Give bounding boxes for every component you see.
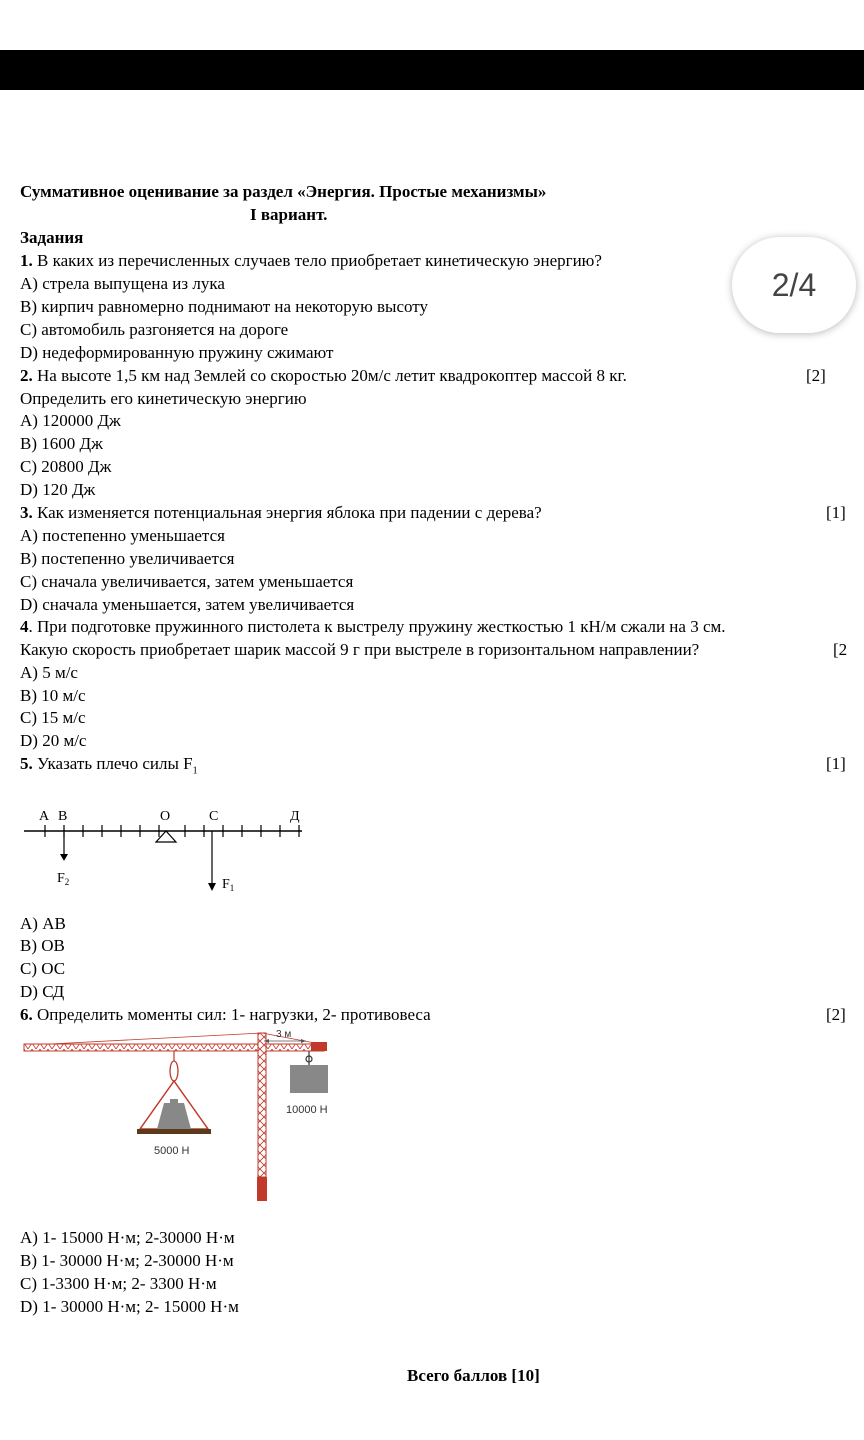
q5-option-a: A) АВ <box>20 914 66 933</box>
question-4: 4. При подготовке пружинного пистолета к выстрелу пружину жесткостью 1 кН/м сжали на 3 см. <box>20 617 726 636</box>
q3-option-a: A) постепенно уменьшается <box>20 526 225 545</box>
q1-option-a: A) стрела выпущена из лука <box>20 274 225 293</box>
q6-option-b: B) 1- 30000 Н·м; 2-30000 Н·м <box>20 1251 234 1270</box>
q2-points: [2] <box>806 366 826 385</box>
q6-option-d: D) 1- 30000 Н·м; 2- 15000 Н·м <box>20 1297 239 1316</box>
q4-points: [2 <box>833 640 848 659</box>
load-weight-handle <box>170 1099 178 1103</box>
force-f1-arrowhead <box>208 883 216 891</box>
force-f1-label: $F_1$ <box>222 877 235 893</box>
q3-points: [1] <box>826 503 846 522</box>
crane-tower-base <box>257 1177 267 1201</box>
lever-label-d: Д <box>290 809 300 824</box>
q5-option-b: B) ОВ <box>20 936 65 955</box>
q6-points: [2] <box>826 1005 846 1024</box>
counterweight-label: 10000 Н <box>286 1104 328 1116</box>
q3-option-b: B) постепенно увеличивается <box>20 549 235 568</box>
crane-jib <box>24 1044 324 1051</box>
page-title: Суммативное оценивание за раздел «Энергия. Простые механизмы» <box>20 182 547 201</box>
lever-figure <box>18 800 318 900</box>
variant-label: I вариант. <box>250 205 328 224</box>
crane-tower <box>258 1033 266 1177</box>
q2-option-c: C) 20800 Дж <box>20 457 112 476</box>
q4-option-d: D) 20 м/с <box>20 731 87 750</box>
q1-option-c: C) автомобиль разгоняется на дороге <box>20 320 289 339</box>
q4-option-b: B) 10 м/с <box>20 686 86 705</box>
q6-option-a: A) 1- 15000 Н·м; 2-30000 Н·м <box>20 1228 235 1247</box>
question-1: 1. В каких из перечисленных случаев тело приобретает кинетическую энергию? <box>20 251 602 270</box>
q4-option-c: C) 15 м/с <box>20 708 86 727</box>
lever-label-o: О <box>160 809 171 824</box>
q2-option-d: D) 120 Дж <box>20 480 96 499</box>
q5-option-c: C) ОС <box>20 959 66 978</box>
lever-label-b: В <box>58 809 68 824</box>
crane-counter-block <box>311 1042 327 1051</box>
q6-option-c: C) 1-3300 Н·м; 2- 3300 Н·м <box>20 1274 217 1293</box>
question-4-line2: Какую скорость приобретает шарик массой 9 г при выстреле в горизонтальном направлении? <box>20 640 700 659</box>
load-pallet <box>137 1129 211 1134</box>
q3-option-c: C) сначала увеличивается, затем уменьшается <box>20 572 354 591</box>
crane-figure <box>20 1025 340 1205</box>
question-3: 3. Как изменяется потенциальная энергия яблока при падении с дерева? <box>20 503 542 522</box>
page-indicator[interactable]: 2/4 <box>732 237 856 333</box>
q1-option-b: B) кирпич равномерно поднимают на некоторую высоту <box>20 297 429 316</box>
load-label: 5000 Н <box>154 1145 190 1157</box>
question-6: 6. Определить моменты сил: 1- нагрузки, 2- противовеса <box>20 1005 431 1024</box>
question-5: 5. Указать плечо силы $F_1$ <box>20 754 198 777</box>
distance-arrow-right <box>301 1039 306 1043</box>
q2-option-a: A) 120000 Дж <box>20 411 121 430</box>
lever-label-c: С <box>209 809 219 824</box>
force-f2-label: $F_2$ <box>57 871 70 887</box>
q3-option-d: D) сначала уменьшается, затем увеличивается <box>20 595 355 614</box>
top-black-bar <box>0 50 864 90</box>
q5-option-d: D) СД <box>20 982 65 1001</box>
q5-points: [1] <box>826 754 846 773</box>
force-f2-arrowhead <box>60 854 68 861</box>
tasks-heading: Задания <box>20 228 84 247</box>
question-2: 2. На высоте 1,5 км над Землей со скоростью 20м/с летит квадрокоптер массой 8 кг. <box>20 366 627 385</box>
distance-label: 3 м <box>276 1029 292 1040</box>
q2-option-b: B) 1600 Дж <box>20 434 103 453</box>
q1-option-d: D) недеформированную пружину сжимают <box>20 343 334 362</box>
load-hook <box>170 1061 178 1081</box>
load-weight <box>157 1103 191 1129</box>
q4-option-a: A) 5 м/с <box>20 663 78 682</box>
lever-label-a: А <box>39 809 50 824</box>
crane-stay-left <box>50 1033 262 1044</box>
total-score: Всего баллов [10] <box>407 1366 540 1385</box>
counterweight <box>290 1065 328 1093</box>
question-2-line2: Определить его кинетическую энергию <box>20 389 307 408</box>
